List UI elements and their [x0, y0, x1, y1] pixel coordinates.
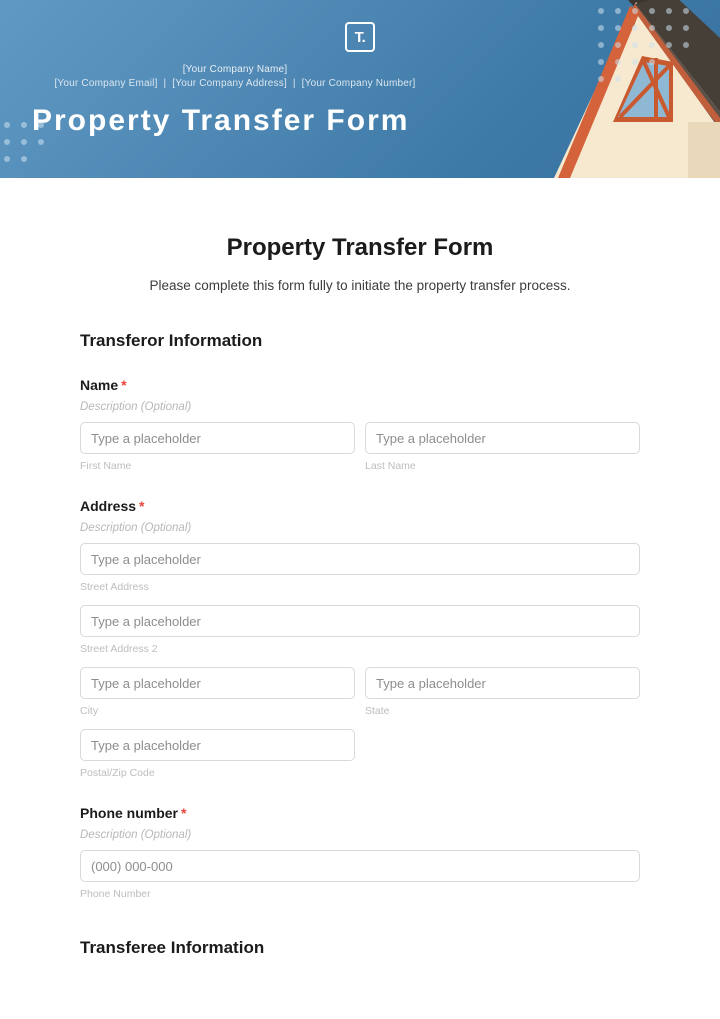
section-heading-transferee: Transferee Information	[80, 938, 265, 957]
required-marker: *	[139, 498, 145, 514]
field-description-phone-number: Description (Optional)	[80, 829, 192, 841]
sublabel-state: State	[365, 705, 390, 717]
field-row-city-state	[80, 667, 640, 717]
company-number: [Your Company Number]	[301, 78, 416, 89]
sublabel-street-address: Street Address	[80, 581, 149, 593]
field-label-address	[80, 498, 640, 514]
field-col-state	[365, 667, 640, 717]
company-address: [Your Company Address]	[172, 78, 287, 89]
page-banner	[0, 0, 720, 178]
field-row-street-address	[80, 543, 640, 593]
input-street-address[interactable]	[80, 543, 640, 575]
field-col-street-address	[80, 543, 640, 593]
sublabel-postal-code: Postal/Zip Code	[80, 767, 155, 779]
input-postal-code[interactable]	[80, 729, 355, 761]
company-contact-line	[0, 78, 470, 89]
field-row-name	[80, 422, 640, 472]
field-label-address-text: Address	[80, 498, 137, 514]
field-label-phone-number-text: Phone number	[80, 805, 179, 821]
input-state[interactable]	[365, 667, 640, 699]
dot-grid-decoration-top-right	[598, 8, 708, 84]
page-subtitle: Please complete this form fully to initiate the property transfer process.	[149, 278, 571, 293]
field-label-name	[80, 377, 640, 393]
input-street-address-2[interactable]	[80, 605, 640, 637]
field-description-name: Description (Optional)	[80, 401, 192, 413]
field-row-postal-code	[80, 729, 640, 779]
contact-separator-2: |	[286, 78, 302, 89]
field-phone-number	[80, 805, 640, 900]
input-last-name[interactable]	[365, 422, 640, 454]
required-marker: *	[121, 377, 127, 393]
sublabel-last-name: Last Name	[365, 460, 416, 472]
sublabel-city: City	[80, 705, 99, 717]
section-heading-transferor: Transferor Information	[80, 331, 263, 350]
banner-title: Property Transfer Form	[32, 104, 410, 137]
field-description-address: Description (Optional)	[80, 522, 192, 534]
company-name: [Your Company Name]	[182, 64, 288, 75]
field-address	[80, 498, 640, 779]
field-col-postal-code	[80, 729, 355, 779]
field-col-city	[80, 667, 355, 717]
field-row-phone-number	[80, 850, 640, 900]
company-email: [Your Company Email]	[54, 78, 158, 89]
input-first-name[interactable]	[80, 422, 355, 454]
field-row-street-address-2	[80, 605, 640, 655]
field-col-street-address-2	[80, 605, 640, 655]
input-city[interactable]	[80, 667, 355, 699]
field-col-phone-number	[80, 850, 640, 900]
input-phone-number[interactable]	[80, 850, 640, 882]
form-content	[0, 234, 720, 958]
page-title: Property Transfer Form	[226, 234, 494, 261]
sublabel-first-name: First Name	[80, 460, 132, 472]
sublabel-street-address-2: Street Address 2	[80, 643, 158, 655]
field-label-phone-number	[80, 805, 640, 821]
field-col-first-name	[80, 422, 355, 472]
contact-separator-1: |	[157, 78, 173, 89]
company-logo-icon: T.	[345, 22, 375, 52]
field-name	[80, 377, 640, 472]
sublabel-phone-number: Phone Number	[80, 888, 151, 900]
field-label-name-text: Name	[80, 377, 119, 393]
required-marker: *	[181, 805, 187, 821]
field-col-last-name	[365, 422, 640, 472]
